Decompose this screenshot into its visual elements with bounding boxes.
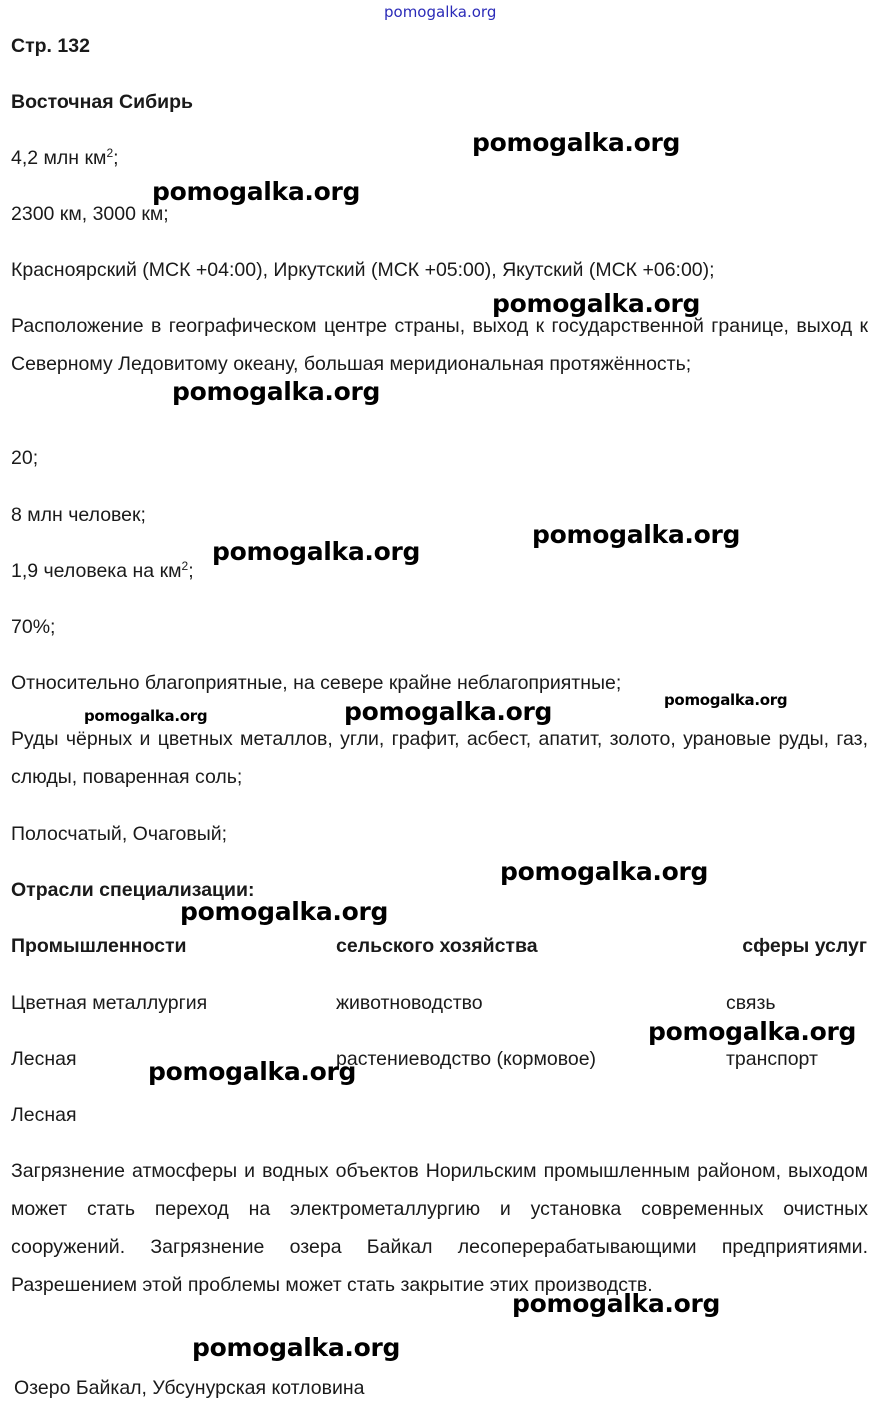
table-header-industry: Промышленности bbox=[11, 935, 187, 957]
density-tail: ; bbox=[188, 560, 194, 582]
page-number: Стр. 132 bbox=[11, 35, 90, 57]
urban-share-text: 70%; bbox=[11, 616, 56, 638]
watermark: pomogalka.org bbox=[648, 1017, 857, 1046]
subjects-count-text: 20; bbox=[11, 447, 39, 469]
density-text bbox=[11, 559, 194, 583]
watermark: pomogalka.org bbox=[192, 1333, 401, 1362]
table-cell: Цветная металлургия bbox=[11, 992, 208, 1014]
table-cell: растениеводство (кормовое) bbox=[336, 1048, 597, 1070]
extent-text: 2300 км, 3000 км; bbox=[11, 203, 169, 225]
area-text bbox=[11, 146, 119, 170]
area-sup: 2 bbox=[106, 146, 114, 160]
resources-paragraph: Руды чёрных и цветных металлов, угли, графит, асбест, апатит, золото, урановые руды, газ, слюды, поваренная соль; bbox=[11, 728, 868, 788]
watermark: pomogalka.org bbox=[664, 691, 788, 709]
watermark: pomogalka.org bbox=[152, 177, 361, 206]
area-tail: ; bbox=[113, 147, 119, 169]
watermark: pomogalka.org bbox=[212, 537, 421, 566]
specialization-title: Отрасли специализации: bbox=[11, 879, 255, 901]
table-cell: животноводство bbox=[336, 992, 483, 1014]
watermark: pomogalka.org bbox=[172, 377, 381, 406]
table-cell: связь bbox=[726, 992, 776, 1014]
position-paragraph: Расположение в географическом центре страны, выход к государственной границе, выход к Северному Ледовитому океану, большая меридиональная протяжённость; bbox=[11, 315, 868, 375]
table-header-services: сферы услуг bbox=[742, 935, 867, 957]
region-title: Восточная Сибирь bbox=[11, 91, 194, 113]
site-header-link[interactable]: pomogalka.org bbox=[384, 3, 497, 21]
watermark: pomogalka.org bbox=[500, 857, 709, 886]
watermark: pomogalka.org bbox=[148, 1057, 357, 1086]
area-value: 4,2 млн км bbox=[11, 147, 107, 169]
watermark: pomogalka.org bbox=[492, 289, 701, 318]
density-value: 1,9 человека на км bbox=[11, 560, 182, 582]
population-text: 8 млн человек; bbox=[11, 504, 146, 526]
watermark: pomogalka.org bbox=[344, 697, 553, 726]
watermark: pomogalka.org bbox=[472, 128, 681, 157]
time-zones-text: Красноярский (МСК +04:00), Иркутский (МСК +05:00), Якутский (МСК +06:00); bbox=[11, 259, 715, 281]
watermark: pomogalka.org bbox=[512, 1289, 721, 1318]
watermark: pomogalka.org bbox=[84, 707, 208, 725]
table-cell: транспорт bbox=[726, 1048, 818, 1070]
watermark: pomogalka.org bbox=[532, 520, 741, 549]
density-sup: 2 bbox=[181, 559, 189, 573]
watermark: pomogalka.org bbox=[180, 897, 389, 926]
table-cell: Лесная bbox=[11, 1104, 77, 1126]
table-cell: Лесная bbox=[11, 1048, 77, 1070]
conditions-text: Относительно благоприятные, на севере крайне неблагоприятные; bbox=[11, 672, 622, 694]
settlement-type-text: Полосчатый, Очаговый; bbox=[11, 823, 228, 845]
table-header-agriculture: сельского хозяйства bbox=[336, 935, 538, 957]
heritage-text: Озеро Байкал, Убсунурская котловина bbox=[14, 1377, 365, 1399]
ecology-paragraph: Загрязнение атмосферы и водных объектов Норильским промышленным районом, выходом может стать переход на электрометаллургию и установка современных очистных сооружений. Загрязнение озера Байкал лесоперерабатывающими предприятиями. Разрешением этой проблемы может стать закрытие этих производств. bbox=[11, 1160, 868, 1296]
